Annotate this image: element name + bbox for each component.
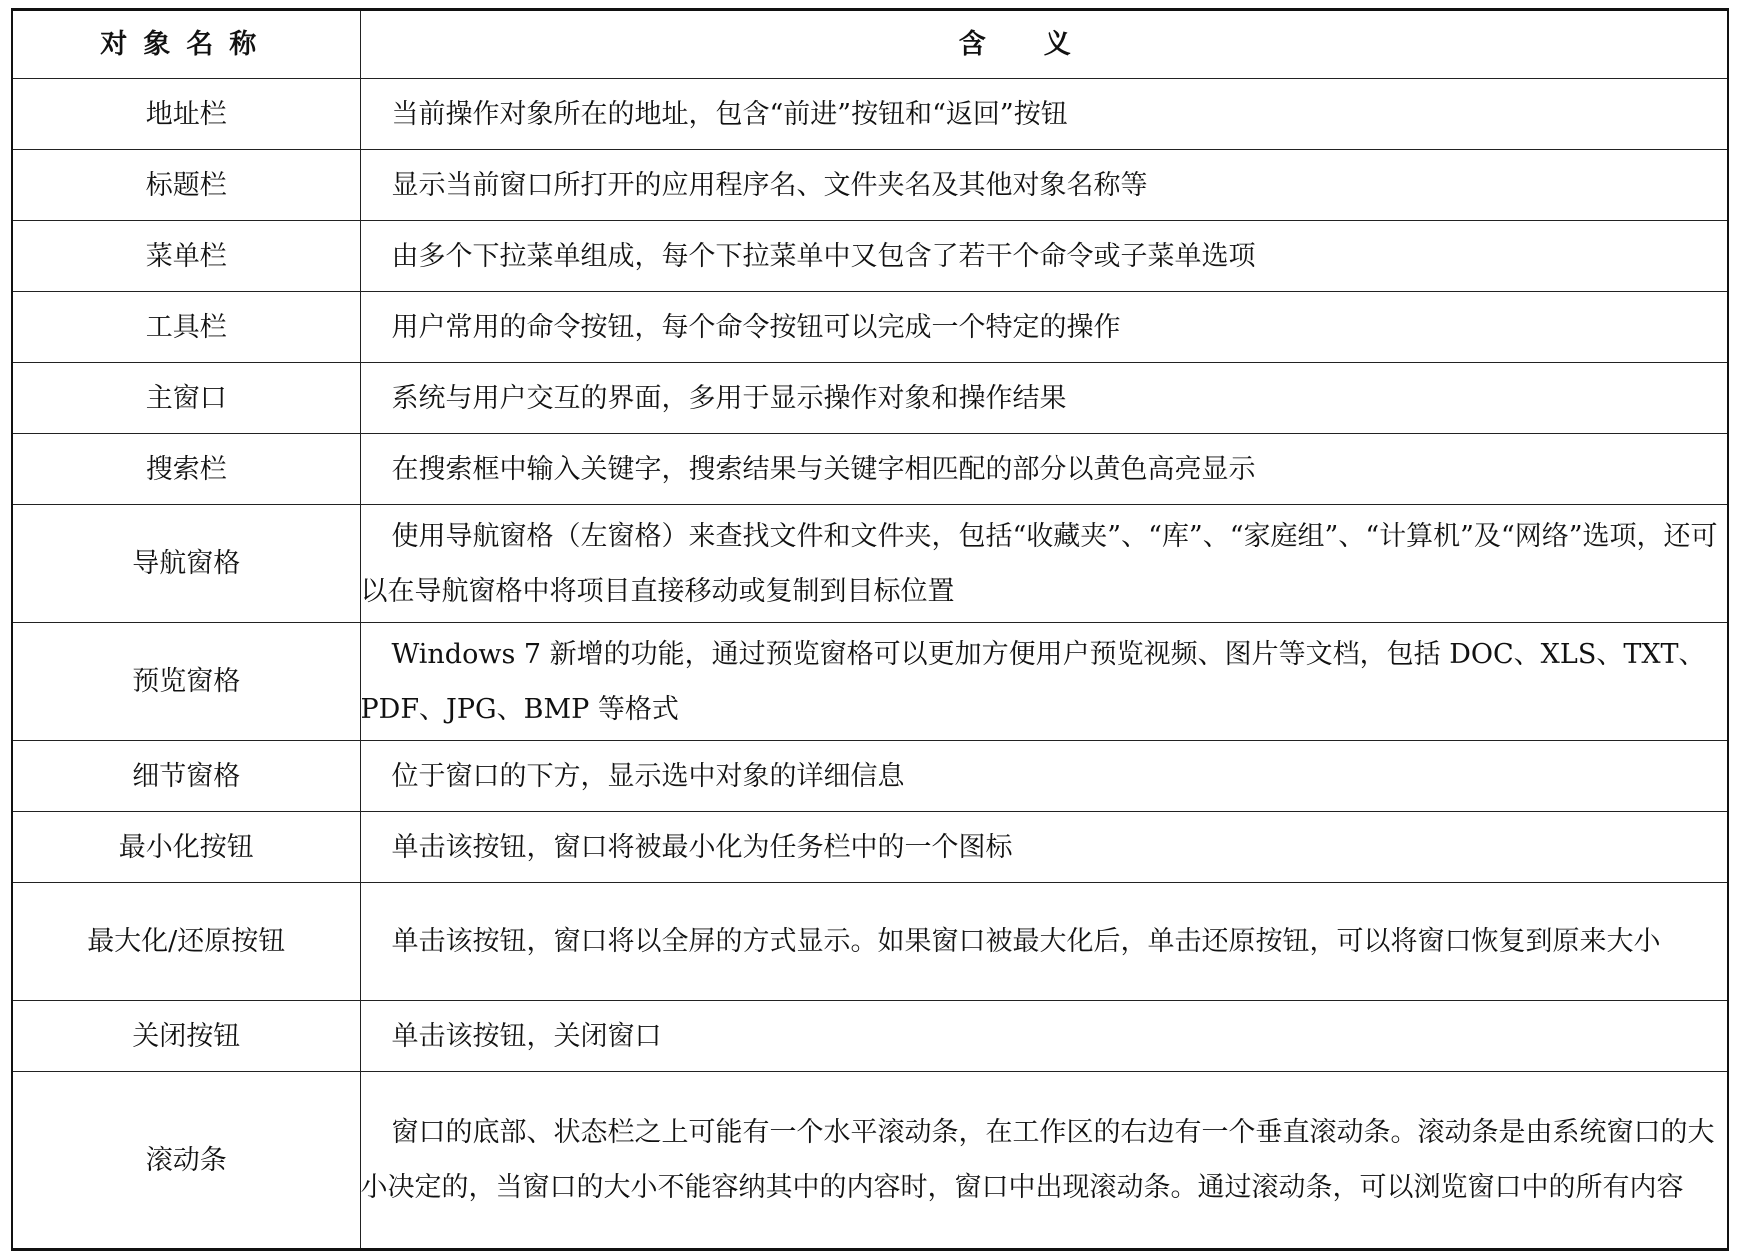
- table-row: [12, 150, 1728, 221]
- object-meaning: 当前操作对象所在的地址，包含“前进”按钮和“返回”按钮: [360, 79, 1728, 150]
- table-header-row: [12, 10, 1728, 79]
- object-meaning: 显示当前窗口所打开的应用程序名、文件夹名及其他对象名称等: [360, 150, 1728, 221]
- object-meaning: 使用导航窗格（左窗格）来查找文件和文件夹，包括“收藏夹”、“库”、“家庭组”、“计算机”及“网络”选项，还可以在导航窗格中将项目直接移动或复制到目标位置: [360, 505, 1728, 623]
- header-meaning: 含义: [360, 10, 1728, 79]
- object-name: 最大化/还原按钮: [12, 883, 360, 1001]
- object-name: 最小化按钮: [12, 812, 360, 883]
- object-meaning: 用户常用的命令按钮，每个命令按钮可以完成一个特定的操作: [360, 292, 1728, 363]
- object-meaning: 单击该按钮，关闭窗口: [360, 1001, 1728, 1072]
- header-object-name: 对象名称: [12, 10, 360, 79]
- table-row: [12, 363, 1728, 434]
- object-name: 滚动条: [12, 1072, 360, 1250]
- table-row: [12, 505, 1728, 623]
- object-name: 工具栏: [12, 292, 360, 363]
- object-meaning: 单击该按钮，窗口将以全屏的方式显示。如果窗口被最大化后，单击还原按钮，可以将窗口恢复到原来大小: [360, 883, 1728, 1001]
- object-name: 菜单栏: [12, 221, 360, 292]
- table-row: [12, 221, 1728, 292]
- object-name: 地址栏: [12, 79, 360, 150]
- table-row: [12, 623, 1728, 741]
- window-elements-table: [11, 8, 1729, 1251]
- object-name: 搜索栏: [12, 434, 360, 505]
- object-name: 预览窗格: [12, 623, 360, 741]
- table-row: [12, 292, 1728, 363]
- object-meaning: 由多个下拉菜单组成，每个下拉菜单中又包含了若干个命令或子菜单选项: [360, 221, 1728, 292]
- object-meaning: 在搜索框中输入关键字，搜索结果与关键字相匹配的部分以黄色高亮显示: [360, 434, 1728, 505]
- object-meaning: Windows 7 新增的功能，通过预览窗格可以更加方便用户预览视频、图片等文档，包括 DOC、XLS、TXT、PDF、JPG、BMP 等格式: [360, 623, 1728, 741]
- table-row: [12, 79, 1728, 150]
- table-row: [12, 434, 1728, 505]
- object-meaning: 位于窗口的下方，显示选中对象的详细信息: [360, 741, 1728, 812]
- table-row: [12, 1001, 1728, 1072]
- object-name: 细节窗格: [12, 741, 360, 812]
- table-row: [12, 1072, 1728, 1250]
- object-meaning: 窗口的底部、状态栏之上可能有一个水平滚动条，在工作区的右边有一个垂直滚动条。滚动条是由系统窗口的大小决定的，当窗口的大小不能容纳其中的内容时，窗口中出现滚动条。通过滚动条，可以浏览窗口中的所有内容: [360, 1072, 1728, 1250]
- object-name: 关闭按钮: [12, 1001, 360, 1072]
- table-row: [12, 883, 1728, 1001]
- table-row: [12, 741, 1728, 812]
- table-row: [12, 812, 1728, 883]
- object-meaning: 单击该按钮，窗口将被最小化为任务栏中的一个图标: [360, 812, 1728, 883]
- object-meaning: 系统与用户交互的界面，多用于显示操作对象和操作结果: [360, 363, 1728, 434]
- object-name: 标题栏: [12, 150, 360, 221]
- object-name: 导航窗格: [12, 505, 360, 623]
- object-name: 主窗口: [12, 363, 360, 434]
